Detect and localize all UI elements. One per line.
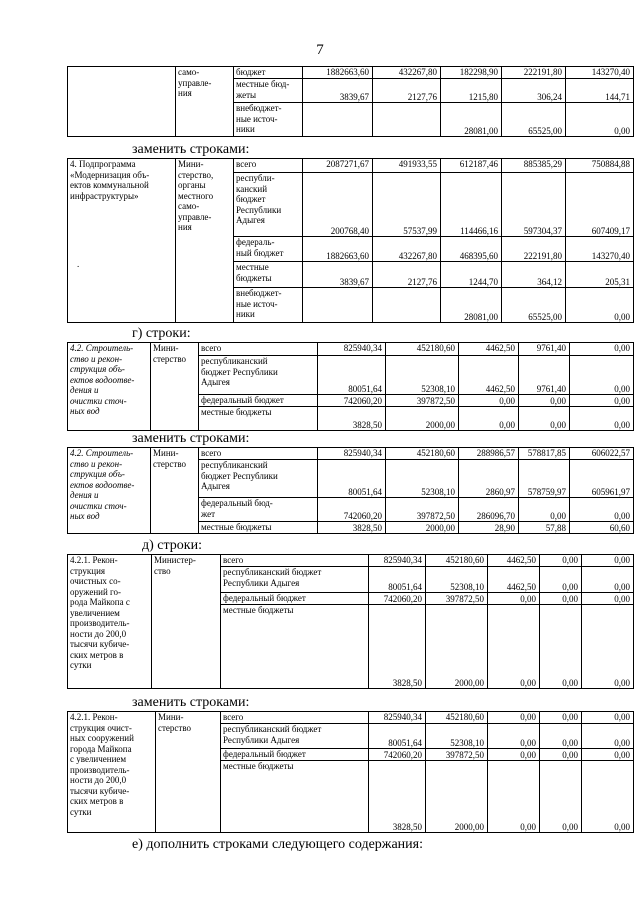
value-cell: 607409,17 — [566, 173, 634, 237]
value-cell: 0,00 — [459, 407, 519, 431]
value-cell: 468395,60 — [441, 237, 502, 262]
value-cell: 4462,50 — [459, 343, 519, 356]
value-cell: 0,00 — [570, 356, 634, 395]
value-cell: 3839,67 — [303, 262, 373, 288]
value-cell: 28081,00 — [441, 288, 502, 323]
value-cell: 9761,40 — [519, 343, 570, 356]
value-cell: 0,00 — [540, 555, 582, 567]
value-cell: 432267,80 — [373, 67, 441, 79]
value-cell: 397872,50 — [386, 498, 459, 522]
table-item-4-2-1-new — [67, 711, 634, 833]
value-cell: 0,00 — [488, 593, 540, 605]
table-item-4-2-1-old — [67, 554, 634, 689]
table-item-4-2-old — [67, 342, 634, 431]
page-number: 7 — [316, 42, 324, 58]
value-cell: 1244,70 — [441, 262, 502, 288]
value-cell: 2127,76 — [373, 262, 441, 288]
value-cell: 432267,80 — [373, 237, 441, 262]
value-cell: 1882663,60 — [303, 67, 373, 79]
value-cell: 65525,00 — [502, 288, 566, 323]
value-cell: 0,00 — [570, 407, 634, 431]
label-cell: внебюджет- ные источ- ники — [234, 288, 303, 323]
value-cell: 4462,50 — [488, 555, 540, 567]
value-cell: 0,00 — [488, 605, 540, 689]
value-cell: 0,00 — [582, 567, 634, 593]
value-cell: 28,90 — [459, 522, 519, 534]
value-cell: 286096,70 — [459, 498, 519, 522]
value-cell: 0,00 — [540, 712, 582, 724]
section-heading: е) дополнить строками следующего содержания: — [132, 837, 423, 852]
value-cell — [373, 288, 441, 323]
value-cell: 452180,60 — [386, 343, 459, 356]
program-cell: 4. Подпрограмма «Модернизация объ- ектов коммунальной инфраструктуры» — [68, 159, 176, 323]
value-cell: 143270,40 — [566, 237, 634, 262]
value-cell — [373, 103, 441, 137]
value-cell: 60,60 — [570, 522, 634, 534]
value-cell: 452180,60 — [426, 555, 488, 567]
value-cell: 0,00 — [582, 555, 634, 567]
value-cell: 750884,88 — [566, 159, 634, 173]
value-cell: 825940,34 — [318, 343, 386, 356]
section-heading: заменить строками: — [132, 142, 250, 157]
value-cell: 0,00 — [488, 724, 540, 749]
value-cell: 742060,20 — [318, 395, 386, 407]
value-cell: 0,00 — [540, 593, 582, 605]
value-cell: 57,88 — [519, 522, 570, 534]
value-cell: 0,00 — [519, 407, 570, 431]
section-heading: заменить строками: — [132, 431, 250, 446]
value-cell: 742060,20 — [369, 749, 426, 761]
label-cell: внебюджет- ные источ- ники — [234, 103, 303, 137]
value-cell: 597304,37 — [502, 173, 566, 237]
value-cell — [303, 288, 373, 323]
label-cell: федеральный бюджет — [199, 395, 318, 407]
label-cell: федераль- ный бюджет — [234, 237, 303, 262]
table-continuation — [67, 66, 634, 137]
value-cell: 52308,10 — [426, 567, 488, 593]
value-cell: 452180,60 — [386, 448, 459, 460]
value-cell: 578759,97 — [519, 460, 570, 498]
value-cell: 364,12 — [502, 262, 566, 288]
actor-cell: Мини- стерство — [151, 448, 199, 534]
value-cell: 3839,67 — [303, 79, 373, 103]
value-cell: 205,31 — [566, 262, 634, 288]
value-cell: 0,00 — [566, 103, 634, 137]
value-cell: 114466,16 — [441, 173, 502, 237]
value-cell: 612187,46 — [441, 159, 502, 173]
label-cell: местные бюджеты — [221, 761, 369, 833]
value-cell: 288986,57 — [459, 448, 519, 460]
value-cell: 2000,00 — [426, 605, 488, 689]
value-cell: 825940,34 — [369, 555, 426, 567]
value-cell: 885385,29 — [502, 159, 566, 173]
value-cell: 742060,20 — [369, 593, 426, 605]
label-cell: всего — [221, 555, 369, 567]
value-cell: 452180,60 — [426, 712, 488, 724]
label-cell: республиканский бюджет Республики Адыгея — [221, 567, 369, 593]
value-cell: 825940,34 — [318, 448, 386, 460]
value-cell: 1215,80 — [441, 79, 502, 103]
value-cell: 143270,40 — [566, 67, 634, 79]
label-cell: местные бюд- жеты — [234, 79, 303, 103]
label-cell: местные бюджеты — [199, 522, 318, 534]
value-cell: 80051,64 — [369, 567, 426, 593]
value-cell: 0,00 — [582, 761, 634, 833]
value-cell: 0,00 — [582, 712, 634, 724]
value-cell: 57537,99 — [373, 173, 441, 237]
item-cell: 4.2.1. Рекон- струкция очистных со- оружений го- рода Майкопа с увеличением производитель- ности до 200,0 тысячи кубиче- ских метров в сутки — [68, 555, 152, 689]
actor-cell: Министер- ство — [152, 555, 221, 689]
value-cell: 0,00 — [519, 395, 570, 407]
value-cell: 0,00 — [488, 761, 540, 833]
program-cell — [68, 67, 176, 137]
value-cell: 80051,64 — [318, 356, 386, 395]
value-cell: 0,00 — [488, 712, 540, 724]
value-cell: 2860,97 — [459, 460, 519, 498]
value-cell: 80051,64 — [318, 460, 386, 498]
value-cell: 52308,10 — [386, 460, 459, 498]
item-cell: 4.2. Строитель- ство и рекон- струкция объ- ектов водоотве- дения и очистки сточ- ных вод — [68, 448, 151, 534]
section-heading: д) строки: — [142, 538, 202, 553]
value-cell: 3828,50 — [318, 407, 386, 431]
value-cell: 182298,90 — [441, 67, 502, 79]
value-cell: 0,00 — [540, 724, 582, 749]
value-cell: 222191,80 — [502, 67, 566, 79]
value-cell: 606022,57 — [570, 448, 634, 460]
value-cell: 65525,00 — [502, 103, 566, 137]
value-cell: 0,00 — [582, 724, 634, 749]
value-cell: 0,00 — [540, 605, 582, 689]
value-cell: 4462,50 — [488, 567, 540, 593]
value-cell: 222191,80 — [502, 237, 566, 262]
value-cell: 0,00 — [540, 567, 582, 593]
value-cell: 0,00 — [582, 593, 634, 605]
label-cell: всего — [199, 343, 318, 356]
value-cell: 0,00 — [570, 498, 634, 522]
value-cell: 742060,20 — [318, 498, 386, 522]
value-cell: 2087271,67 — [303, 159, 373, 173]
value-cell: 605961,97 — [570, 460, 634, 498]
label-cell: федеральный бюджет — [221, 593, 369, 605]
label-cell: местные бюджеты — [199, 407, 318, 431]
value-cell: 52308,10 — [386, 356, 459, 395]
value-cell: 9761,40 — [519, 356, 570, 395]
section-heading: заменить строками: — [132, 695, 250, 710]
label-cell: республи- канский бюджет Республики Адыгея — [234, 173, 303, 237]
value-cell: 306,24 — [502, 79, 566, 103]
value-cell: 0,00 — [582, 605, 634, 689]
label-cell: республиканский бюджет Республики Адыгея — [221, 724, 369, 749]
value-cell: 397872,50 — [386, 395, 459, 407]
label-cell: всего — [234, 159, 303, 173]
value-cell: 3828,50 — [318, 522, 386, 534]
actor-cell: Мини- стерство, органы местного само- управле- ния — [176, 159, 234, 323]
value-cell: 0,00 — [459, 395, 519, 407]
value-cell: 200768,40 — [303, 173, 373, 237]
value-cell: 2127,76 — [373, 79, 441, 103]
value-cell: 1882663,60 — [303, 237, 373, 262]
actor-cell: Мини- стерство — [151, 343, 199, 431]
value-cell: 578817,85 — [519, 448, 570, 460]
value-cell: 0,00 — [488, 749, 540, 761]
table-subprogram-4 — [67, 158, 634, 323]
label-cell: местные бюджеты — [221, 605, 369, 689]
value-cell: 0,00 — [570, 395, 634, 407]
actor-cell: Мини- стерство — [156, 712, 221, 833]
value-cell: 397872,50 — [426, 749, 488, 761]
value-cell: 4462,50 — [459, 356, 519, 395]
value-cell: 0,00 — [540, 761, 582, 833]
item-cell: 4.2. Строитель- ство и рекон- струкция объ- ектов водоотве- дения и очистки сточ- ных вод — [68, 343, 151, 431]
label-cell: всего — [199, 448, 318, 460]
table-item-4-2-new — [67, 447, 634, 534]
value-cell: 0,00 — [582, 749, 634, 761]
value-cell: 3828,50 — [369, 605, 426, 689]
value-cell: 825940,34 — [369, 712, 426, 724]
value-cell: 28081,00 — [441, 103, 502, 137]
label-cell: республиканский бюджет Республики Адыгея — [199, 356, 318, 395]
section-heading: г) строки: — [132, 326, 191, 341]
actor-cell: само- управле- ния — [176, 67, 234, 137]
value-cell: 0,00 — [540, 749, 582, 761]
item-cell: 4.2.1. Рекон- струкция очист- ных сооружений города Майкопа с увеличением производитель- ности до 200,0 тысячи кубиче- ских метров в сутки — [68, 712, 156, 833]
value-cell: 0,00 — [570, 343, 634, 356]
label-cell: федеральный бюд- жет — [199, 498, 318, 522]
value-cell: 2000,00 — [386, 407, 459, 431]
value-cell: 144,71 — [566, 79, 634, 103]
value-cell: 52308,10 — [426, 724, 488, 749]
value-cell: 491933,55 — [373, 159, 441, 173]
stray-mark: . — [77, 259, 80, 269]
label-cell: местные бюджеты — [234, 262, 303, 288]
label-cell: всего — [221, 712, 369, 724]
value-cell: 397872,50 — [426, 593, 488, 605]
value-cell: 0,00 — [566, 288, 634, 323]
label-cell: бюджет — [234, 67, 303, 79]
value-cell — [303, 103, 373, 137]
value-cell: 0,00 — [519, 498, 570, 522]
label-cell: федеральный бюджет — [221, 749, 369, 761]
value-cell: 2000,00 — [426, 761, 488, 833]
value-cell: 2000,00 — [386, 522, 459, 534]
value-cell: 3828,50 — [369, 761, 426, 833]
label-cell: республиканский бюджет Республики Адыгея — [199, 460, 318, 498]
value-cell: 80051,64 — [369, 724, 426, 749]
